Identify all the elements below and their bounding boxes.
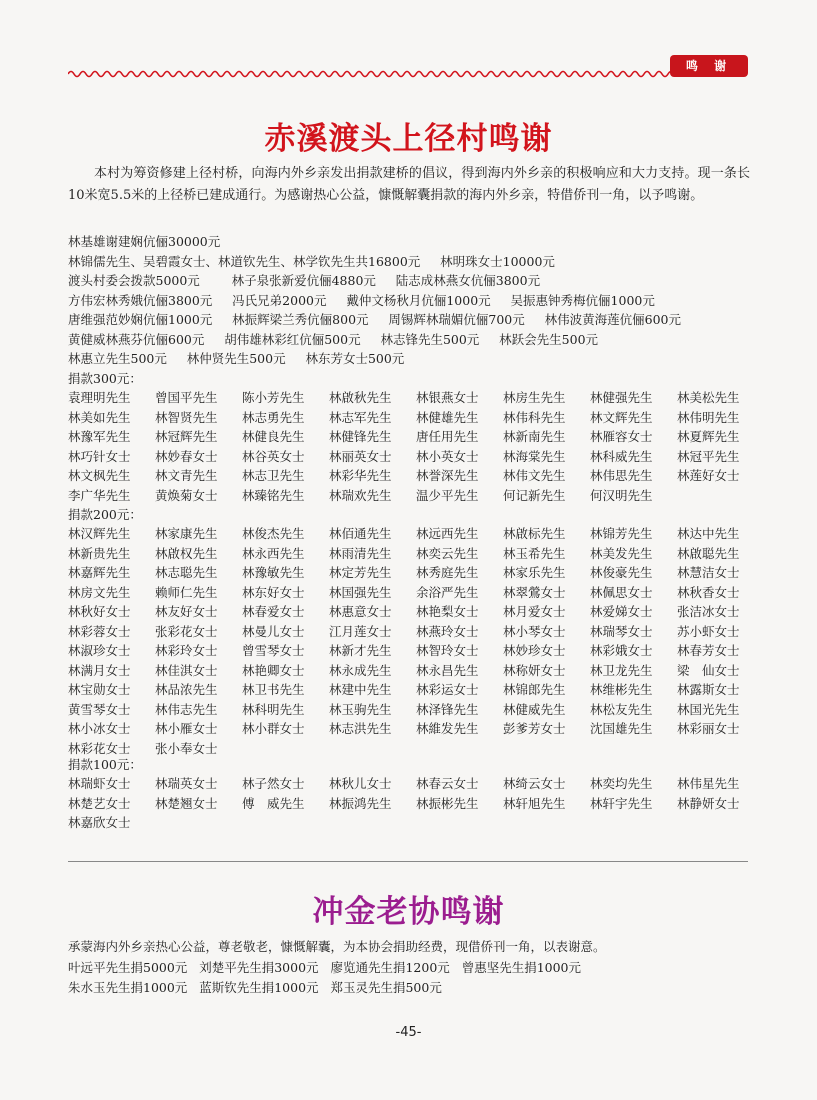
donor-name: 林静妍女士 [677,795,740,811]
donor-name: 何记新先生 [503,487,566,503]
donor-name: 林松友先生 [590,701,653,717]
donor-name: 林瑞英女士 [155,776,218,791]
donor-name: 曾雪琴女士 [242,643,305,658]
donation-line: 黄健威林燕芬伉俪600元 胡伟雄林彩红伉俪500元 林志锋先生500元 林跃会先生500元 [68,331,599,347]
donor-name: 林曼儿女士 [242,623,305,639]
donor-name: 林玉驹先生 [329,701,392,717]
donor-name: 林維发先生 [416,721,479,736]
donor-name: 林房文先生 [68,584,131,600]
donation-line: 林惠立先生500元 林仲贤先生500元 林东芳女士500元 [68,351,405,366]
donor-name: 林满月女士 [68,662,131,678]
donor-name: 林智玲女士 [416,643,479,658]
donor-name: 林谷英女士 [242,448,305,464]
donor-name: 林子然女士 [242,776,305,791]
donor-name: 林伟文先生 [503,468,566,483]
donor-name: 林楚艺女士 [68,795,131,811]
page-number: -45- [395,1025,422,1040]
donor-name: 林啟聪先生 [677,545,740,561]
donor-name: 温少平先生 [416,487,479,503]
donor-name: 林小雁女士 [155,721,218,736]
donor-name: 林科威先生 [590,448,653,464]
donor-name: 林振彬先生 [416,795,479,811]
donor-name: 林美松先生 [677,390,740,405]
donor-name: 林定芳先生 [329,565,392,580]
section1-intro: 本村为筹资修建上径村桥，向海内外乡亲发出捐款建桥的倡议，得到海内外乡亲的积极响应和大力支持。现一条长10米宽5.5米的上径桥已建成通行。为感谢热心公益，慷慨解囊捐款的海内外乡亲，特借侨刊一角，以予鸣谢。 [68,166,750,203]
donors-300-grid [68,388,768,505]
donor-name: 沈国雄先生 [590,721,653,736]
donor-name: 林楚翘女士 [155,795,218,811]
decorative-wave-border [68,68,670,80]
donor-name: 林伟明先生 [677,409,740,425]
donor-name: 林伟星先生 [677,776,740,791]
donor-name: 林惠意女士 [329,604,392,619]
donor-name: 林健雄先生 [416,409,479,425]
donation-line: 渡头村委会拨款5000元 林子泉张新爱伉俪4880元 陆志成林燕女伉俪3800元 [68,273,541,288]
donor-name: 林新才先生 [329,643,392,658]
donor-name: 赖师仁先生 [155,584,218,600]
donor-name: 黄焕菊女士 [155,487,218,503]
donor-name: 林美如先生 [68,409,131,425]
donor-name: 陈小芳先生 [242,390,305,405]
donor-name: 林冠平先生 [677,448,740,464]
donor-name: 苏小虾女士 [677,623,740,639]
donor-name: 林称妍女士 [503,662,566,678]
donor-name: 林丽英女士 [329,448,392,464]
donor-name: 林瑞琴女士 [590,623,653,639]
donor-name: 林轩旭先生 [503,795,566,811]
donor-name: 江月莲女士 [329,623,392,639]
donor-name: 林春芳女士 [677,643,740,658]
donor-name: 林远西先生 [416,526,479,541]
donor-name: 林家康先生 [155,526,218,541]
donation-line: 方伟宏林秀娥伉俪3800元 冯氏兄弟2000元 戴仲文杨秋月伉俪1000元 吴振惠钟秀梅伉俪1000元 [68,292,655,308]
section2-intro: 承蒙海内外乡亲热心公益，尊老敬老，慷慨解囊，为本协会捐助经费，现借侨刊一角，以表谢意。 [68,939,606,954]
donor-name: 林轩宇先生 [590,795,653,811]
donor-name: 林爱娣女士 [590,604,653,619]
donor-name: 林海棠先生 [503,448,566,464]
donor-name: 林瑞欢先生 [329,487,392,503]
donor-name: 余浴严先生 [416,584,479,600]
donor-name: 林彩运女士 [416,682,479,697]
donor-name: 林春云女士 [416,776,479,791]
donor-name: 林露斯女士 [677,682,740,697]
donor-name: 林冠辉先生 [155,429,218,444]
section1-title: 赤溪渡头上径村鸣谢 [264,121,553,157]
donor-name: 林绮云女士 [503,776,566,791]
donor-name: 林艳卿女士 [242,662,305,678]
donor-name: 林文辉先生 [590,409,653,425]
donor-name: 林健威先生 [503,701,566,717]
donor-name: 林志勇先生 [242,409,305,425]
section2-donation-lines [68,958,758,998]
donor-name: 李广华先生 [68,487,131,503]
donor-name: 林永西先生 [242,545,305,561]
donor-name: 林月爱女士 [503,604,566,619]
donor-name: 林泽锋先生 [416,701,479,717]
donor-name: 林奕均先生 [590,776,653,791]
donor-name: 林小英女士 [416,448,479,464]
section2-title: 冲金老协鸣谢 [312,894,505,930]
donor-name: 林东好女士 [242,584,305,600]
donor-name: 林志洪先生 [329,721,392,736]
donor-name: 林秀庭先生 [416,565,479,580]
donor-name: 林巧针女士 [68,448,131,464]
donor-name: 林志卫先生 [242,468,305,483]
donor-name: 张洁冰女士 [677,604,740,619]
donor-name: 林夏辉先生 [677,429,740,444]
donor-name: 彭爹芳女士 [503,721,566,736]
donor-name: 林嘉辉先生 [68,565,131,580]
donor-name: 林彩丽女士 [677,721,740,736]
donor-name: 林宝勋女士 [68,682,131,697]
donor-name: 何汉明先生 [590,487,653,503]
donor-name: 张彩花女士 [155,623,218,639]
donor-name: 林健良先生 [242,429,305,444]
donor-name: 林卫龙先生 [590,662,653,678]
donor-name: 林春爱女士 [242,604,305,619]
donor-name: 林卫书先生 [242,682,305,697]
donation-line: 叶远平先生捐5000元 刘楚平先生捐3000元 廖览通先生捐1200元 曾惠坚先生捐1000元 [68,960,582,975]
donor-name: 林伟志先生 [155,701,218,717]
donor-name: 袁理明先生 [68,390,131,405]
donor-name: 曾国平先生 [155,390,218,405]
donor-name: 林慧洁女士 [677,565,740,580]
donor-name: 林豫军先生 [68,429,131,444]
donor-name: 林文枫先生 [68,468,131,483]
donor-name: 林锦郎先生 [503,682,566,697]
donor-name: 林啟秋先生 [329,390,392,405]
donor-name: 林秋好女士 [68,604,131,619]
donor-name: 林汉辉先生 [68,526,131,541]
donor-name: 林俊杰先生 [242,526,305,541]
donor-name: 林雁容女士 [590,429,653,444]
donor-name: 林妙春女士 [155,448,218,464]
donor-name: 林品浓先生 [155,682,218,697]
donor-name: 林友好女士 [155,604,218,619]
donor-name: 林小群女士 [242,721,305,736]
donor-name: 林彩华先生 [329,468,392,483]
section-tag: 鸣 谢 [670,55,748,77]
donor-name: 林维彬先生 [590,682,653,697]
donor-name: 林臻铭先生 [242,487,305,503]
label-100: 捐款100元： [68,757,142,772]
donor-name: 林健锋先生 [329,429,392,444]
donor-name: 林啟权先生 [155,545,218,561]
donor-name: 黄雪琴女士 [68,701,131,717]
section1-donation-lines [68,232,758,369]
donor-name: 林家乐先生 [503,565,566,580]
donor-name: 林永昌先生 [416,662,479,678]
donor-name: 林雨清先生 [329,545,392,561]
donor-name: 林新南先生 [503,429,566,444]
donor-name: 林豫敏先生 [242,565,305,580]
donation-line: 唐维强范妙娴伉俪1000元 林振辉梁兰秀伉俪800元 周锡辉林瑞媚伉俪700元 林伟波黄海莲伉俪600元 [68,312,681,327]
donor-name: 林志军先生 [329,409,392,425]
label-200: 捐款200元： [68,507,142,522]
donor-name: 林彩玲女士 [155,643,218,658]
donor-name: 林翠鶯女士 [503,584,566,600]
donor-name: 林锦芳先生 [590,526,653,541]
donor-name: 林美发先生 [590,545,653,561]
donation-line: 朱水玉先生捐1000元 蓝斯钦先生捐1000元 郑玉灵先生捐500元 [68,980,442,995]
donation-line: 林基雄谢建娴伉俪30000元 [68,234,221,249]
donor-name: 林新贵先生 [68,545,131,561]
donor-name: 林科明先生 [242,701,305,717]
donor-name: 林彩花女士 [68,740,131,756]
label-300: 捐款300元： [68,371,142,386]
donor-name: 林小琴女士 [503,623,566,639]
donor-name: 林健强先生 [590,390,653,405]
donor-name: 林燕玲女士 [416,623,479,639]
donors-100-grid [68,774,768,833]
donor-name: 梁 仙女士 [677,662,740,678]
donor-name: 林奕云先生 [416,545,479,561]
donors-200-grid [68,524,768,758]
donor-name: 林佰通先生 [329,526,392,541]
section-divider [68,861,748,862]
donor-name: 林建中先生 [329,682,392,697]
donor-name: 林俊豪先生 [590,565,653,580]
donor-name: 林秋儿女士 [329,776,392,791]
donor-name: 唐任用先生 [416,429,479,444]
donor-name: 林玉希先生 [503,545,566,561]
donor-name: 林小冰女士 [68,721,131,736]
donor-name: 林彩娥女士 [590,643,653,658]
donor-name: 张小奉女士 [155,740,218,756]
donor-name: 林伟思先生 [590,468,653,483]
donor-name: 林嘉欣女士 [68,815,131,830]
donor-name: 林达中先生 [677,526,740,541]
donor-name: 林振鸿先生 [329,795,392,811]
donor-name: 林伟科先生 [503,409,566,425]
donor-name: 林妙珍女士 [503,643,566,658]
donor-name: 林佩思女士 [590,584,653,600]
donor-name: 林银燕女士 [416,390,479,405]
donor-name: 林彩蓉女士 [68,623,131,639]
donor-name: 林淑珍女士 [68,643,131,658]
donor-name: 林莲好女士 [677,468,740,483]
donor-name: 林国光先生 [677,701,740,717]
donor-name: 林永成先生 [329,662,392,678]
donor-name: 傅 威先生 [242,795,305,811]
donor-name: 林誉深先生 [416,468,479,483]
donor-name: 林佳淇女士 [155,662,218,678]
donor-name: 林瑞虾女士 [68,776,131,791]
donor-name: 林秋香女士 [677,584,740,600]
donor-name: 林啟标先生 [503,526,566,541]
donor-name: 林房生先生 [503,390,566,405]
donation-line: 林锦儒先生、吴碧霞女士、林道钦先生、林学钦先生共16800元 林明珠女士10000元 [68,253,555,269]
donor-name: 林智贤先生 [155,409,218,425]
donor-name: 林志聪先生 [155,565,218,580]
donor-name: 林文青先生 [155,468,218,483]
donor-name: 林国强先生 [329,584,392,600]
donor-name: 林艳梨女士 [416,604,479,619]
